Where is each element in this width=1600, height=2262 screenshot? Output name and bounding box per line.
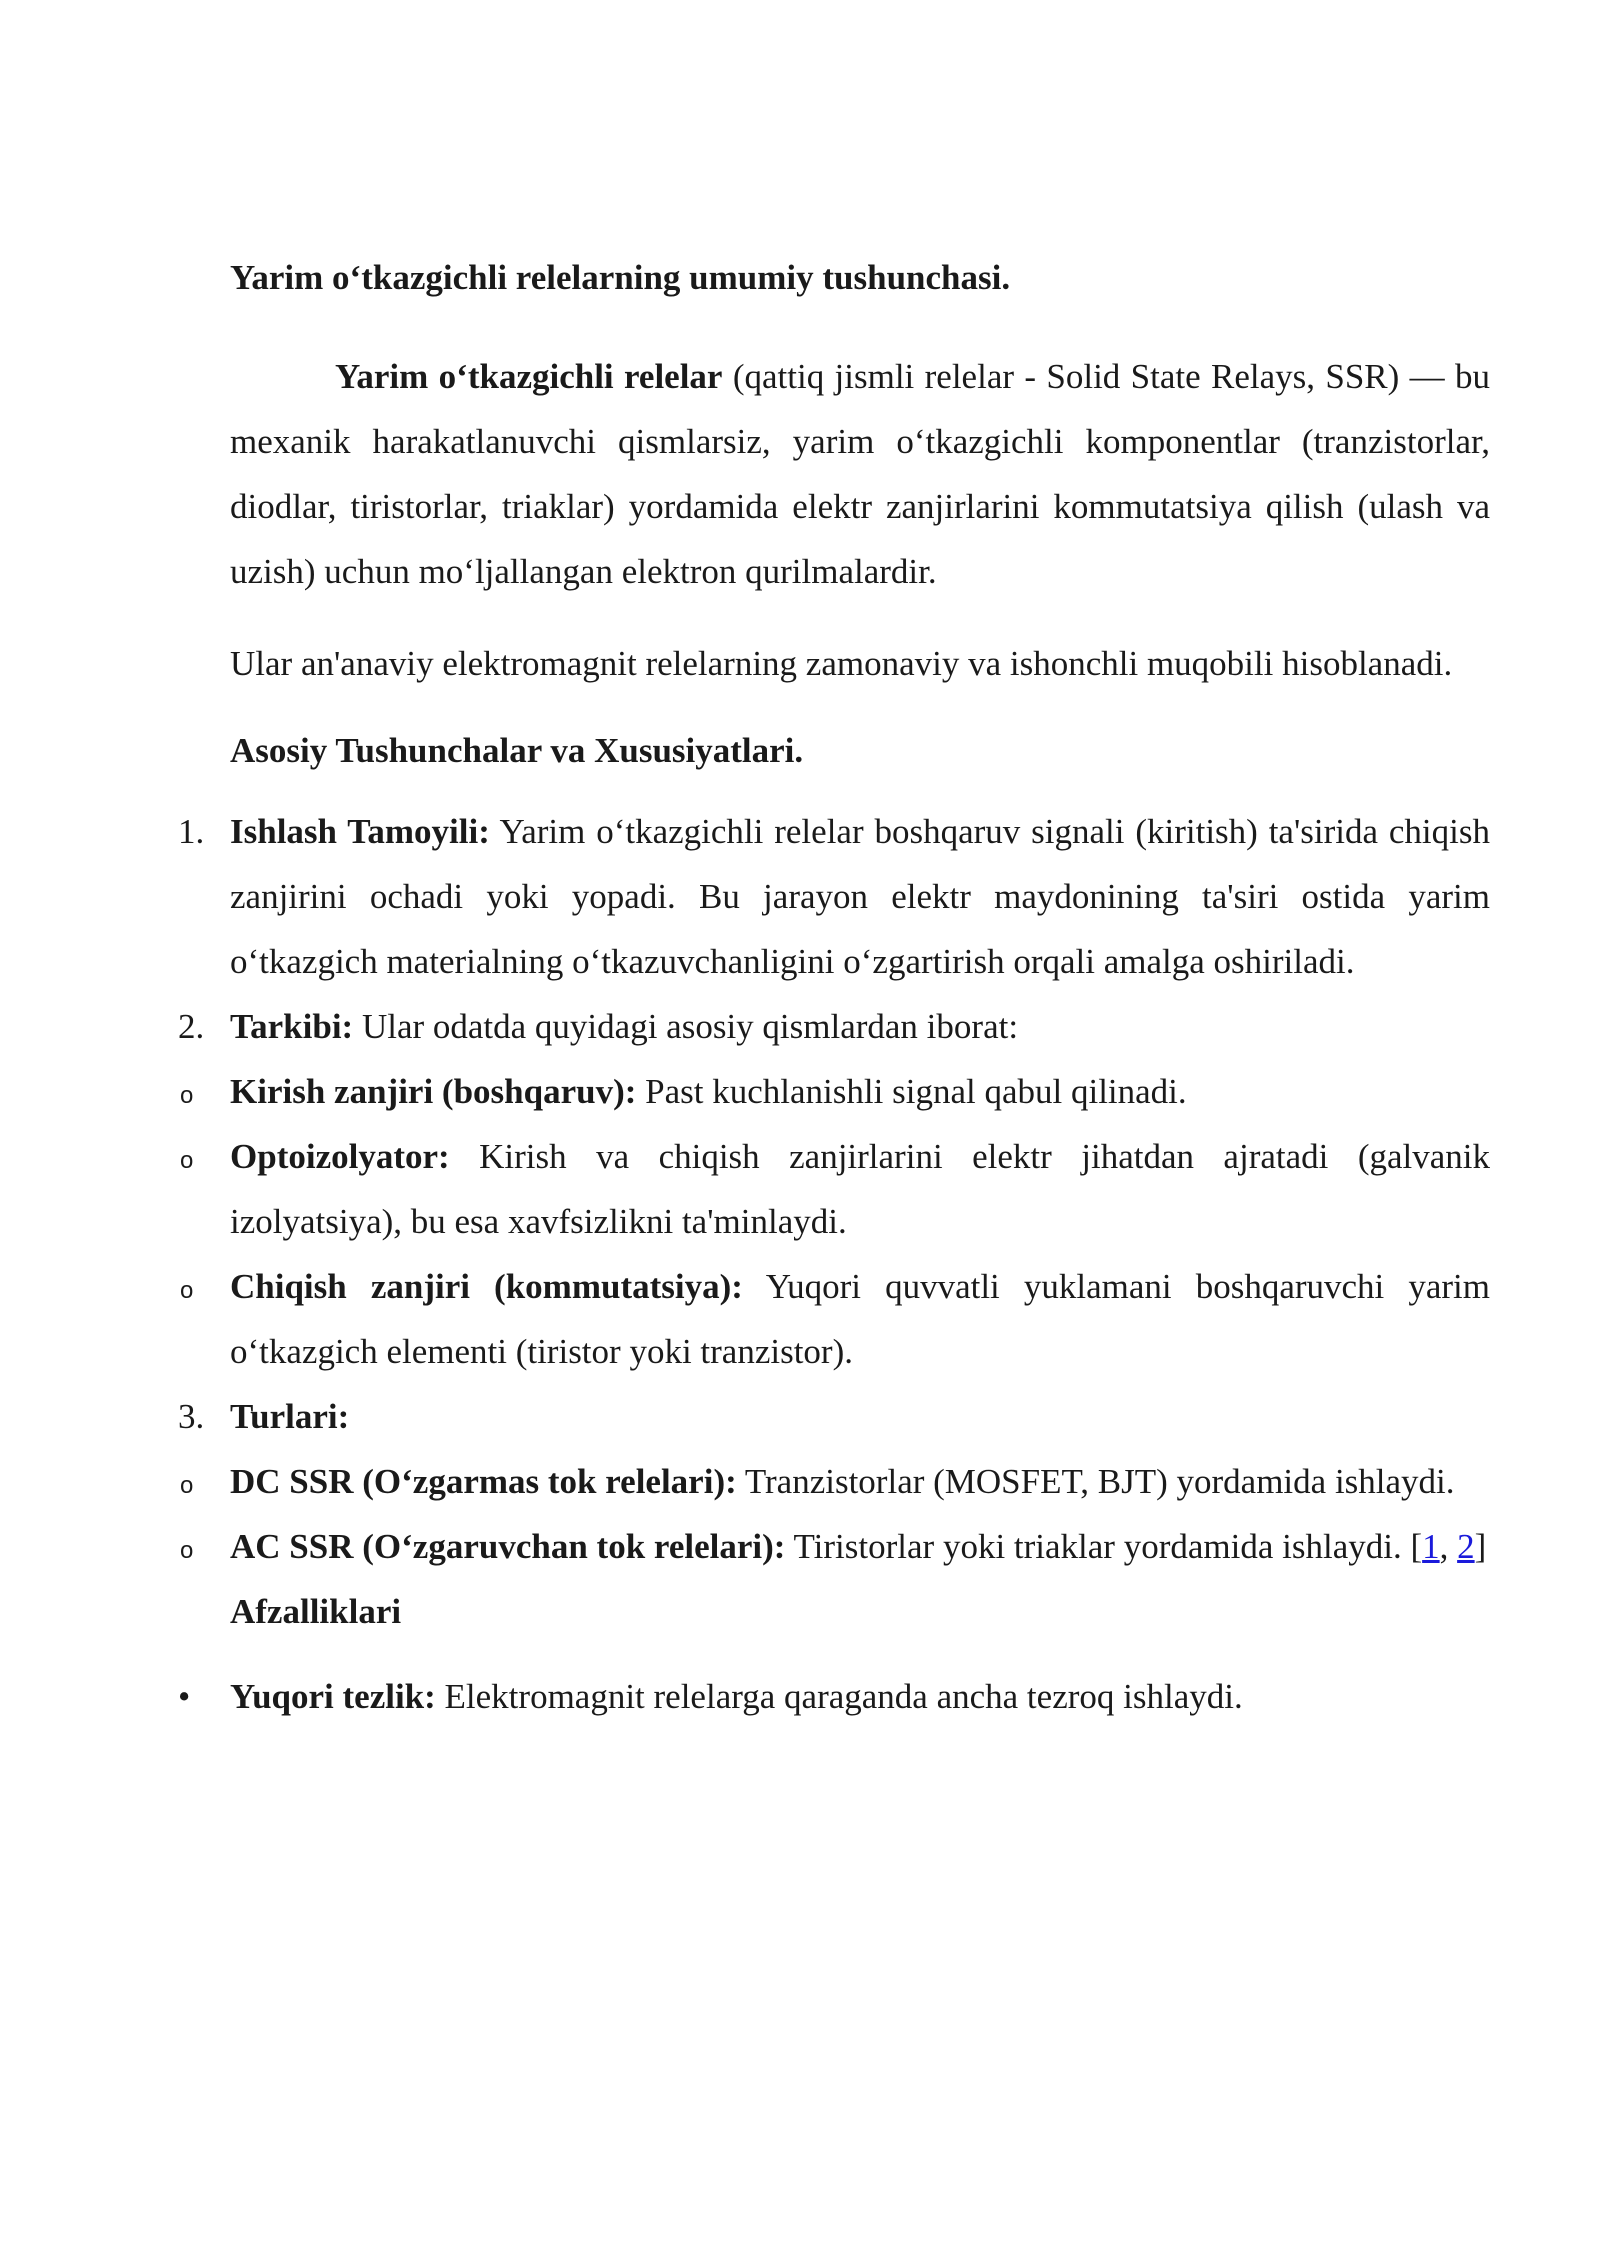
reference-separator: , — [1439, 1527, 1458, 1566]
list-item-label: Tarkibi: — [230, 1007, 354, 1046]
sub-item-dc-ssr — [180, 1449, 1490, 1514]
intro-term: Yarim o‘tkazgichli relelar — [335, 357, 723, 396]
bullet-text: Elektromagnit relelarga qaraganda ancha tezroq ishlaydi. — [435, 1677, 1243, 1716]
circle-bullet-icon: o — [180, 1537, 194, 1564]
sub-item-label: Kirish zanjiri (boshqaruv): — [230, 1072, 637, 1111]
circle-bullet-icon: o — [180, 1147, 194, 1174]
list-number: 1. — [178, 812, 205, 851]
sub-item-ac-ssr — [180, 1514, 1490, 1579]
advantages-heading: Afzalliklari — [230, 1592, 402, 1631]
sub-item-text: Yuqori quvvatli yuklamani boshqaruvchi yarim o‘tkazgich elementi (tiristor yoki tranzistor). — [230, 1267, 1490, 1371]
second-paragraph: Ular an'anaviy elektromagnit relelarning zamonaviy va ishonchli muqobili hisoblanadi. — [230, 644, 1453, 683]
sub-item-label: AC SSR (O‘zgaruvchan tok relelari): — [230, 1527, 786, 1566]
list-item-3 — [178, 1384, 1490, 1449]
sub-item-label: Chiqish zanjiri (kommutatsiya): — [230, 1267, 743, 1306]
sub-item-text: Past kuchlanishli signal qabul qilinadi. — [636, 1072, 1187, 1111]
sub-item-label: Optoizolyator: — [230, 1137, 450, 1176]
list-item-label: Turlari: — [230, 1397, 350, 1436]
circle-bullet-icon: o — [180, 1472, 194, 1499]
list-number: 3. — [178, 1397, 205, 1436]
reference-link-1[interactable]: 1 — [1422, 1527, 1440, 1566]
list-number: 2. — [178, 1007, 205, 1046]
circle-bullet-icon: o — [180, 1082, 194, 1109]
list-item-2 — [178, 994, 1490, 1059]
sub-item-optoisolator — [180, 1124, 1490, 1254]
intro-paragraph — [230, 344, 1490, 604]
sub-item-input-circuit — [180, 1059, 1490, 1124]
reference-link-2[interactable]: 2 — [1457, 1527, 1475, 1566]
circle-bullet-icon: o — [180, 1277, 194, 1304]
sub-item-label: DC SSR (O‘zgarmas tok relelari): — [230, 1462, 737, 1501]
list-item-text: Ular odatda quyidagi asosiy qismlardan iborat: — [353, 1007, 1019, 1046]
bullet-label: Yuqori tezlik: — [230, 1677, 436, 1716]
sub-item-text: Kirish va chiqish zanjirlarini elektr jihatdan ajratadi (galvanik izolyatsiya), bu esa xavfsizlikni ta'minlaydi. — [230, 1137, 1490, 1241]
document-title: Yarim o‘tkazgichli relelarning umumiy tushunchasi. — [230, 258, 1011, 297]
list-item-1 — [178, 799, 1490, 994]
reference-close: ] — [1474, 1527, 1487, 1566]
list-item-label: Ishlash Tamoyili: — [230, 812, 490, 851]
sub-item-output-circuit — [180, 1254, 1490, 1384]
bullet-item-speed — [178, 1664, 1490, 1729]
sub-item-text: Tiristorlar yoki triaklar yordamida ishlaydi. [ — [785, 1527, 1423, 1566]
sub-item-text: Tranzistorlar (MOSFET, BJT) yordamida ishlaydi. — [736, 1462, 1455, 1501]
section-heading: Asosiy Tushunchalar va Xususiyatlari. — [230, 731, 804, 770]
list-item-text: Yarim o‘tkazgichli relelar boshqaruv signali (kiritish) ta'sirida chiqish zanjirini ochadi yoki yopadi. Bu jarayon elektr maydonining ta'siri ostida yarim o‘tkazgich materialning o‘tkazuvchanligini o‘zgartirish orqali amalga oshiriladi. — [230, 812, 1490, 981]
intro-text: (qattiq jismli relelar - Solid State Relays, SSR) — bu mexanik harakatlanuvchi qismlarsiz, yarim o‘tkazgichli komponentlar (tranzistorlar, diodlar, tiristorlar, triaklar) yordamida elektr zanjirlarini kommutatsiya qilish (ulash va uzish) uchun mo‘ljallangan elektron qurilmalardir. — [230, 357, 1490, 591]
bullet-icon: • — [178, 1677, 191, 1716]
document-content — [178, 250, 1490, 1729]
